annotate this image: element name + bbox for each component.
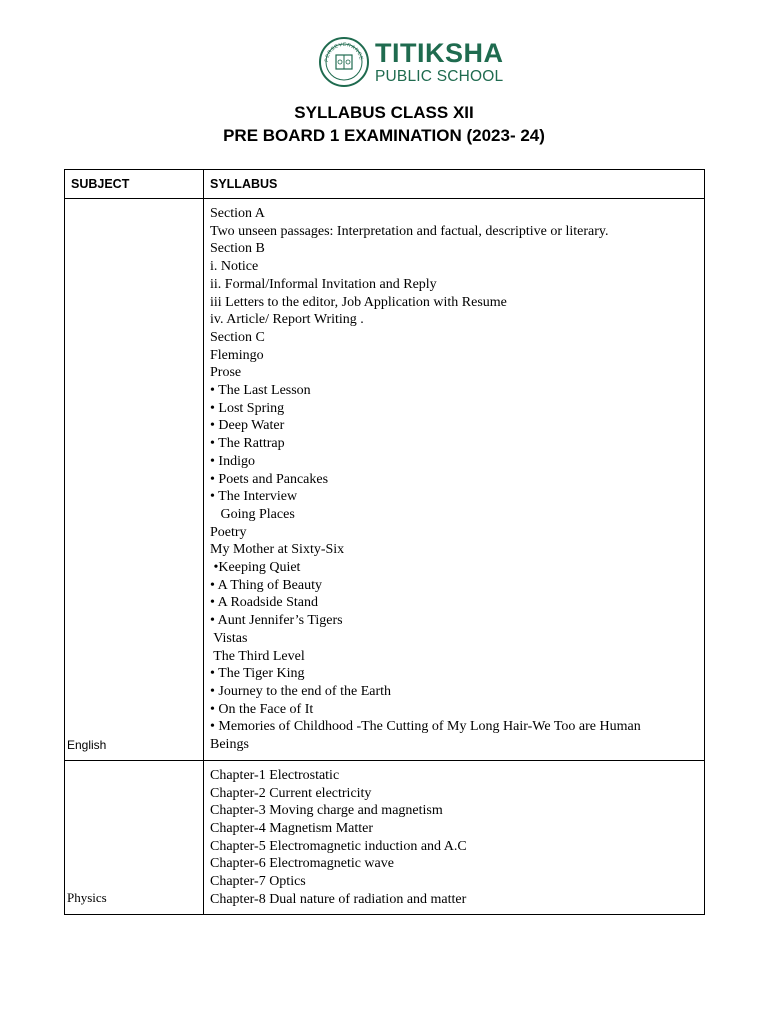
syllabus-line: Chapter-1 Electrostatic — [210, 767, 340, 783]
syllabus-line: Chapter-6 Electromagnetic wave — [210, 856, 394, 872]
subject-name: English — [67, 737, 107, 752]
syllabus-line: Chapter-3 Moving charge and magnetism — [210, 803, 443, 819]
table-row — [65, 760, 705, 915]
syllabus-line: •Keeping Quiet — [210, 560, 301, 576]
syllabus-line: Chapter-7 Optics — [210, 874, 306, 890]
syllabus-line: Chapter-5 Electromagnetic induction and A.C — [210, 838, 467, 854]
subject-cell — [65, 760, 204, 915]
syllabus-line: Chapter-8 Dual nature of radiation and matter — [210, 891, 467, 907]
syllabus-line: Section B — [210, 241, 265, 257]
subject-name: Physics — [67, 890, 107, 906]
syllabus-line: Going Places — [210, 506, 295, 522]
school-name: TITIKSHA — [375, 37, 504, 68]
syllabus-line: Flemingo — [210, 347, 264, 363]
syllabus-line: • Aunt Jennifer’s Tigers — [210, 613, 343, 629]
syllabus-line: Section C — [210, 329, 265, 345]
syllabus-line: • The Rattrap — [210, 436, 285, 452]
syllabus-line: • Lost Spring — [210, 400, 285, 416]
syllabus-line: • Poets and Pancakes — [210, 471, 329, 487]
seal-text: PERSEVERANCE — [323, 41, 364, 63]
school-seal-icon — [318, 36, 370, 88]
syllabus-line: • The Tiger King — [210, 666, 305, 682]
table-header-row — [65, 170, 705, 199]
header-subject: SUBJECT — [65, 170, 204, 199]
syllabus-line: • Indigo — [210, 453, 255, 469]
syllabus-line: Two unseen passages: Interpretation and factual, descriptive or literary. — [210, 223, 609, 239]
syllabus-line: Poetry — [210, 524, 247, 540]
syllabus-line: ii. Formal/Informal Invitation and Reply — [210, 276, 437, 292]
syllabus-line: • A Roadside Stand — [210, 595, 318, 611]
syllabus-line: • The Interview — [210, 489, 298, 505]
syllabus-line: The Third Level — [210, 648, 305, 664]
syllabus-table — [64, 169, 705, 915]
school-subtitle: PUBLIC SCHOOL — [375, 67, 504, 85]
syllabus-cell — [204, 760, 705, 915]
syllabus-line: iii Letters to the editor, Job Application with Resume — [210, 294, 507, 310]
header-syllabus: SYLLABUS — [204, 170, 705, 199]
syllabus-line: • Journey to the end of the Earth — [210, 683, 392, 699]
school-logo — [318, 36, 504, 88]
syllabus-lines — [210, 767, 698, 909]
document-subtitle: PRE BOARD 1 EXAMINATION (2023- 24) — [223, 126, 545, 145]
document-title: SYLLABUS CLASS XII — [294, 103, 474, 122]
syllabus-line: • Deep Water — [210, 418, 285, 434]
syllabus-line: iv. Article/ Report Writing . — [210, 312, 364, 328]
subject-cell — [65, 199, 204, 761]
syllabus-line: • A Thing of Beauty — [210, 577, 322, 593]
syllabus-line: Chapter-4 Magnetism Matter — [210, 820, 374, 836]
syllabus-line: Beings — [210, 737, 249, 753]
syllabus-line: • Memories of Childhood -The Cutting of My Long Hair-We Too are Human — [210, 719, 641, 735]
syllabus-line: Prose — [210, 365, 242, 381]
syllabus-line: Vistas — [210, 630, 248, 646]
syllabus-line: • On the Face of It — [210, 701, 314, 717]
syllabus-line: i. Notice — [210, 259, 259, 275]
syllabus-line: • The Last Lesson — [210, 383, 311, 399]
syllabus-line: Chapter-2 Current electricity — [210, 785, 372, 801]
syllabus-line: My Mother at Sixty-Six — [210, 542, 345, 558]
syllabus-cell — [204, 199, 705, 761]
table-row — [65, 199, 705, 761]
syllabus-lines — [210, 205, 698, 754]
syllabus-line: Section A — [210, 206, 265, 221]
